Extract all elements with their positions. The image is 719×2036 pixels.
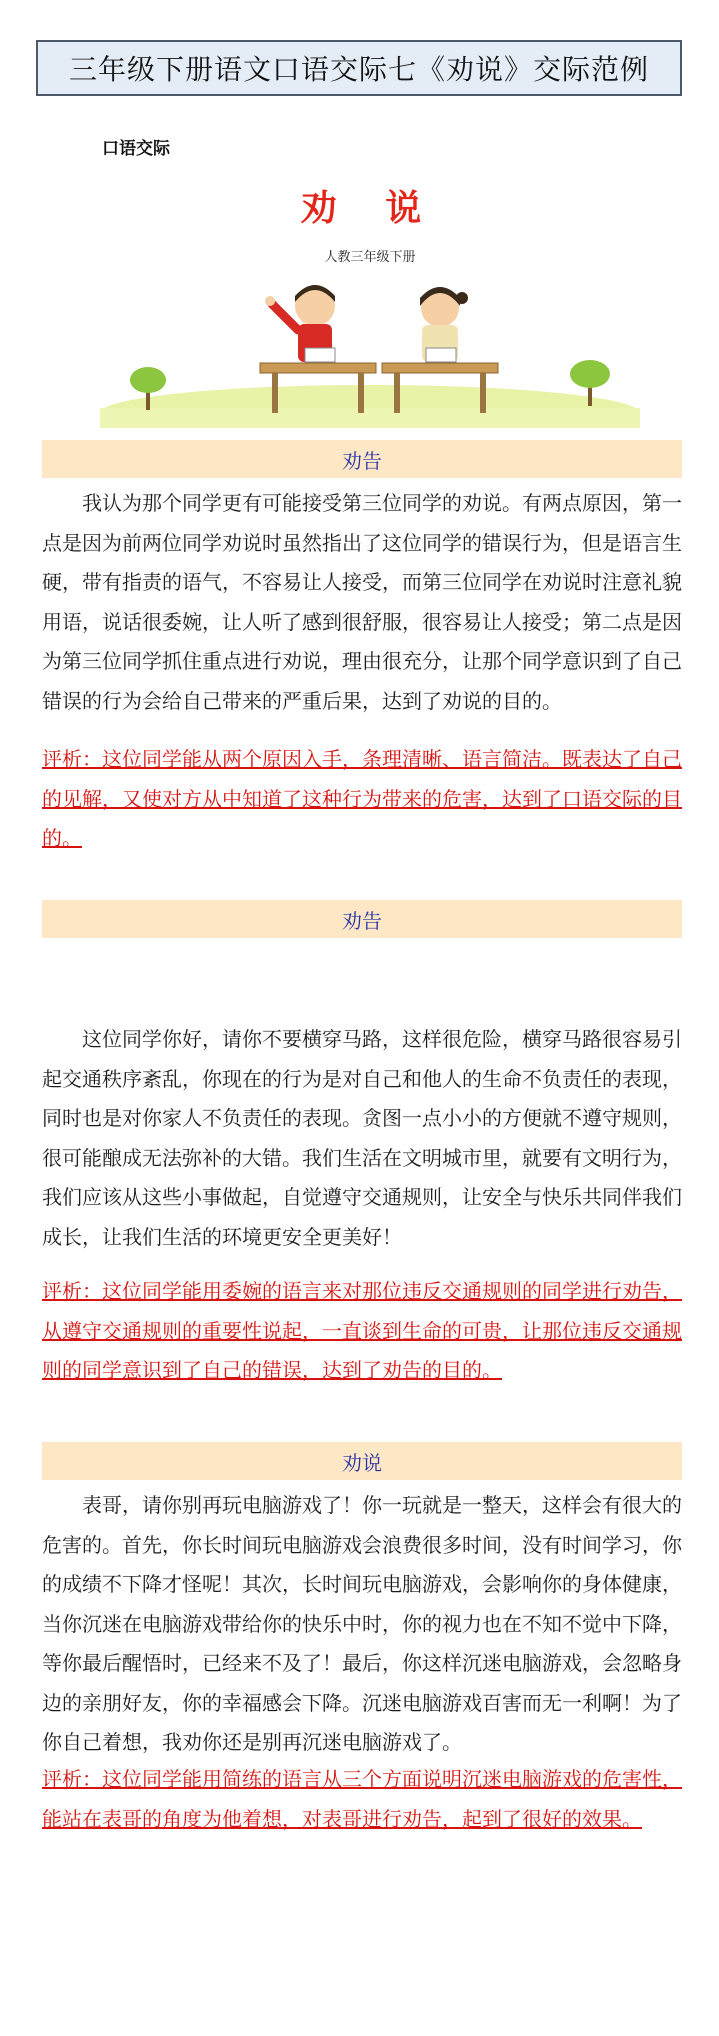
page-title: 三年级下册语文口语交际七《劝说》交际范例	[36, 40, 682, 96]
section-comment-2: 评析：这位同学能用委婉的语言来对那位违反交通规则的同学进行劝告，从遵守交通规则的重要性说起，一直谈到生命的可贵，让那位违反交通规则的同学意识到了自己的错误，达到了劝告的目的。	[42, 1279, 682, 1382]
cover-caption: 人教三年级下册	[324, 250, 416, 265]
cover-subtitle: 口语交际	[102, 139, 170, 159]
section-body-3: 表哥，请你别再玩电脑游戏了！你一玩就是一整天，这样会有很大的危害的。首先，你长时间玩电脑游戏会浪费很多时间，没有时间学习，你的成绩不下降才怪呢！其次，长时间玩电脑游戏，会影响你的身体健康，当你沉迷在电脑游戏带给你的快乐中时，你的视力也在不知不觉中下降，等你最后醒悟时，已经来不及了！最后，你这样沉迷电脑游戏，会忽略身边的亲朋好友，你的幸福感会下降。沉迷电脑游戏百害而无一利啊！为了你自己着想，我劝你还是别再沉迷电脑游戏了。	[42, 1493, 682, 1754]
section-comment-1: 评析：这位同学能从两个原因入手，条理清晰、语言简洁。既表达了自己的见解，又使对方从中知道了这种行为带来的危害，达到了口语交际的目的。	[42, 747, 682, 850]
section-comment-3: 评析：这位同学能用简练的语言从三个方面说明沉迷电脑游戏的危害性，能站在表哥的角度为他着想，对表哥进行劝告，起到了很好的效果。	[42, 1767, 682, 1831]
cover-illustration	[100, 128, 640, 428]
section-heading-3: 劝说	[42, 1442, 682, 1480]
students-reading-illustration	[100, 268, 640, 428]
section-body-2: 这位同学你好，请你不要横穿马路，这样很危险，横穿马路很容易引起交通秩序紊乱，你现在的行为是对自己和他人的生命不负责任的表现，同时也是对你家人不负责任的表现。贪图一点小小的方便就不遵守规则，很可能酿成无法弥补的大错。我们生活在文明城市里，就要有文明行为，我们应该从这些小事做起，自觉遵守交通规则，让安全与快乐共同伴我们成长，让我们生活的环境更安全更美好！	[42, 1027, 682, 1249]
section-heading-2: 劝告	[42, 900, 682, 938]
cover-title: 劝 说	[300, 187, 440, 229]
section-body-1: 我认为那个同学更有可能接受第三位同学的劝说。有两点原因，第一点是因为前两位同学劝说时虽然指出了这位同学的错误行为，但是语言生硬，带有指责的语气，不容易让人接受，而第三位同学在劝说时注意礼貌用语，说话很委婉，让人听了感到很舒服，很容易让人接受；第二点是因为第三位同学抓住重点进行劝说，理由很充分，让那个同学意识到了自己错误的行为会给自己带来的严重后果，达到了劝说的目的。	[42, 491, 682, 713]
section-heading-1: 劝告	[42, 440, 682, 478]
